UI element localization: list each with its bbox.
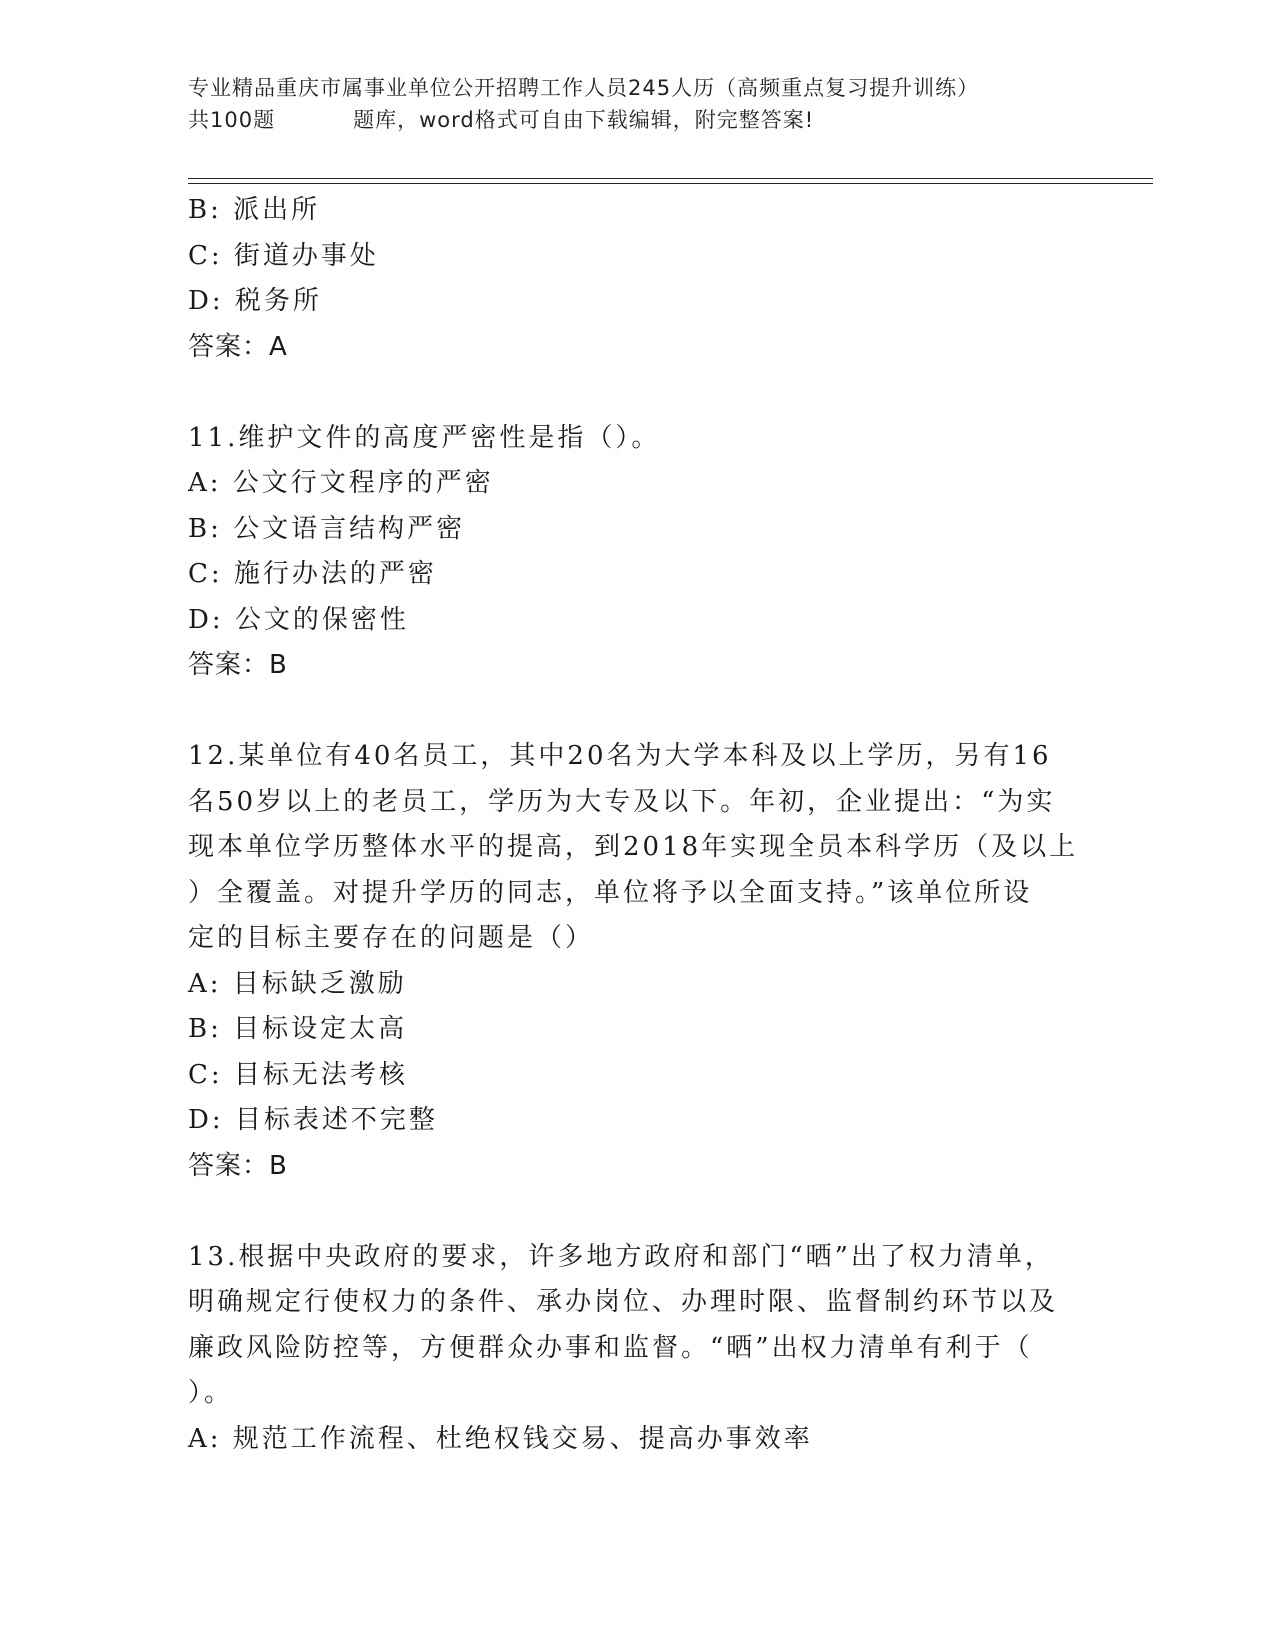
answer-line: 答案：B (188, 650, 288, 680)
block-spacer (188, 689, 1078, 735)
question-text-line: ）全覆盖。对提升学历的同志，单位将予以全面支持。”该单位所设 (188, 877, 1033, 908)
option-c: C: 施行办法的严密 (188, 559, 437, 589)
header-description: 题库，word格式可自由下载编辑，附完整答案! (353, 108, 815, 132)
header-title-line-2 (188, 104, 1088, 136)
header-title-line-1: 专业精品重庆市属事业单位公开招聘工作人员245人历（高频重点复习提升训练） (188, 76, 980, 100)
option-a: A: 目标缺乏激励 (188, 968, 407, 999)
block-spacer (188, 1189, 1078, 1235)
question-block-13 (188, 1235, 1078, 1463)
header-rule-top (188, 178, 1153, 179)
question-text-line: 明确规定行使权力的条件、承办岗位、办理时限、监督制约环节以及 (188, 1287, 1059, 1317)
question-text-line: 12.某单位有40名员工，其中20名为大学本科及以上学历，另有16 (188, 741, 1052, 771)
block-spacer (188, 370, 1078, 416)
question-text-line: 名50岁以上的老员工，学历为大专及以下。年初，企业提出：“为实 (188, 786, 1056, 817)
option-c: C: 目标无法考核 (188, 1059, 408, 1090)
option-a: A: 规范工作流程、杜绝权钱交易、提高办事效率 (188, 1423, 813, 1454)
option-b: B: 公文语言结构严密 (188, 513, 466, 544)
question-text-line: 现本单位学历整体水平的提高，到2018年实现全员本科学历（及以上 (188, 832, 1079, 862)
option-d: D: 目标表述不完整 (188, 1105, 438, 1135)
option-d: D: 税务所 (188, 286, 322, 316)
question-text: 11.维护文件的高度严密性是指（）。 (188, 422, 661, 453)
question-block-11 (188, 416, 1078, 689)
option-b: B: 目标设定太高 (188, 1014, 408, 1044)
header-rule-bottom (188, 183, 1153, 184)
answer-line: 答案：B (188, 1150, 288, 1181)
answer-line: 答案：A (188, 331, 288, 362)
question-text-line: ）。 (188, 1378, 234, 1408)
document-body (188, 188, 1078, 1462)
question-block-12 (188, 734, 1078, 1189)
option-d: D: 公文的保密性 (188, 604, 409, 635)
question-block-10 (188, 188, 1078, 370)
question-text-line: 廉政风险防控等，方便群众办事和监督。“晒”出权力清单有利于（ (188, 1332, 1033, 1363)
header-gap (275, 104, 353, 136)
question-text-line: 13.根据中央政府的要求，许多地方政府和部门“晒”出了权力清单， (188, 1241, 1054, 1272)
document-header (188, 72, 1088, 136)
option-c: C: 街道办事处 (188, 240, 379, 271)
option-a: A: 公文行文程序的严密 (188, 468, 494, 498)
option-b: B: 派出所 (188, 195, 321, 225)
header-question-count: 共100题 (188, 108, 276, 132)
question-text-line: 定的目标主要存在的问题是（） (188, 923, 595, 953)
